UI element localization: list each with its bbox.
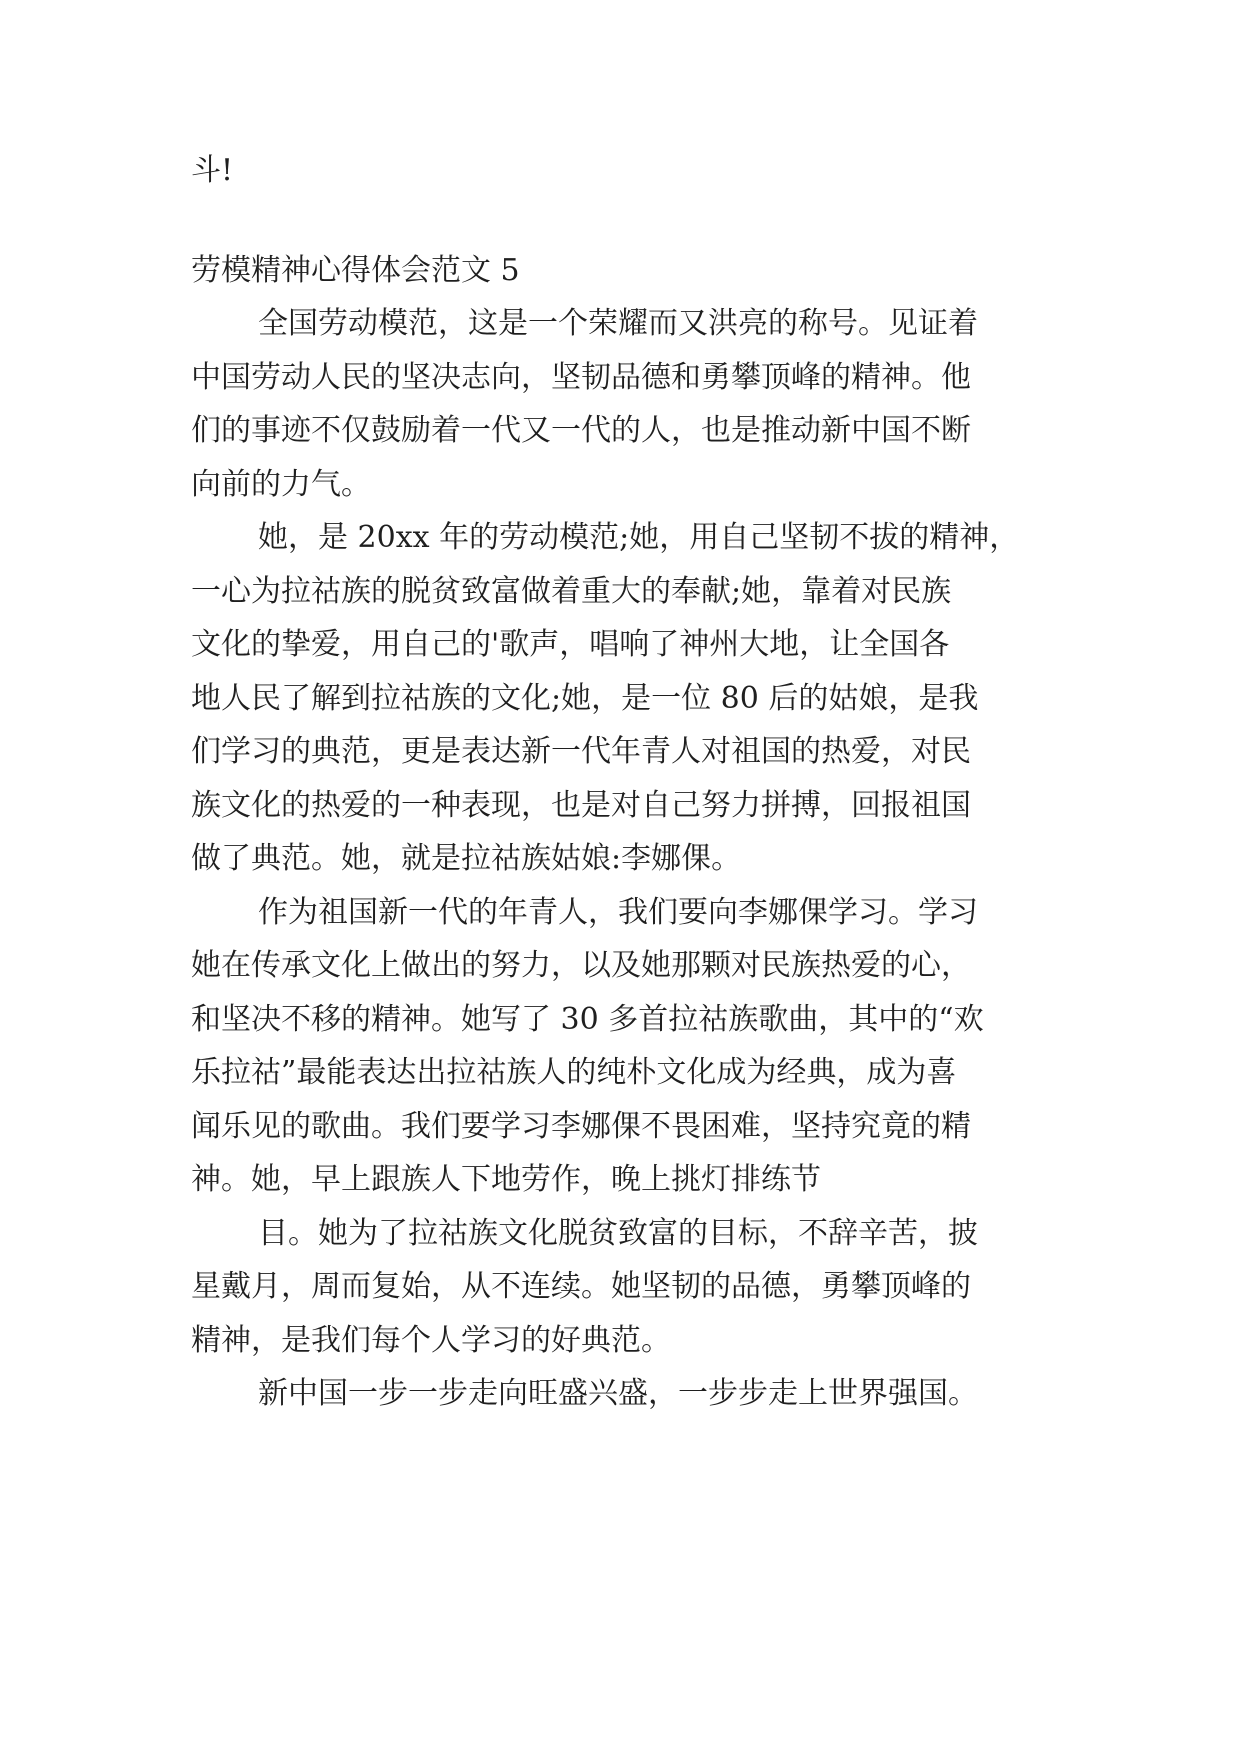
paragraph-2-line-6: 族文化的热爱的一种表现，也是对自己努力拼搏，回报祖国: [191, 788, 971, 823]
section-heading: 劳模精神心得体会范文 5: [191, 253, 520, 288]
paragraph-2-line-3: 文化的挚爱，用自己的'歌声，唱响了神州大地，让全国各: [191, 627, 950, 662]
paragraph-3-line-5: 闻乐见的歌曲。我们要学习李娜倮不畏困难，坚持究竟的精: [191, 1109, 971, 1144]
paragraph-2-line-1: 她，是 20xx 年的劳动模范;她，用自己坚韧不拔的精神，: [258, 520, 1020, 555]
paragraph-3-line-2: 她在传承文化上做出的努力，以及她那颗对民族热爱的心，: [191, 948, 971, 983]
text-line-fragment: 斗!: [191, 153, 234, 188]
paragraph-2-line-7: 做了典范。她，就是拉祜族姑娘:李娜倮。: [191, 841, 742, 876]
paragraph-4-line-3: 精神，是我们每个人学习的好典范。: [191, 1323, 671, 1358]
paragraph-1-line-3: 们的事迹不仅鼓励着一代又一代的人，也是推动新中国不断: [191, 413, 971, 448]
paragraph-2-line-2: 一心为拉祜族的脱贫致富做着重大的奉献;她，靠着对民族: [191, 574, 952, 609]
paragraph-3-line-6: 神。她，早上跟族人下地劳作，晚上挑灯排练节: [191, 1162, 821, 1197]
paragraph-5-line-1: 新中国一步一步走向旺盛兴盛，一步步走上世界强国。: [258, 1376, 978, 1411]
paragraph-3-line-3: 和坚决不移的精神。她写了 30 多首拉祜族歌曲，其中的“欢: [191, 1002, 984, 1037]
paragraph-1-line-2: 中国劳动人民的坚决志向，坚韧品德和勇攀顶峰的精神。他: [191, 360, 971, 395]
paragraph-1-line-1: 全国劳动模范，这是一个荣耀而又洪亮的称号。见证着: [258, 306, 978, 341]
paragraph-4-line-1: 目。她为了拉祜族文化脱贫致富的目标，不辞辛苦，披: [258, 1216, 978, 1251]
paragraph-2-line-4: 地人民了解到拉祜族的文化;她，是一位 80 后的姑娘，是我: [191, 681, 979, 716]
paragraph-3-line-1: 作为祖国新一代的年青人，我们要向李娜倮学习。学习: [258, 895, 978, 930]
paragraph-1-line-4: 向前的力气。: [191, 467, 371, 502]
paragraph-3-line-4: 乐拉祜”最能表达出拉祜族人的纯朴文化成为经典，成为喜: [191, 1055, 957, 1090]
paragraph-2-line-5: 们学习的典范，更是表达新一代年青人对祖国的热爱，对民: [191, 734, 971, 769]
paragraph-4-line-2: 星戴月，周而复始，从不连续。她坚韧的品德，勇攀顶峰的: [191, 1269, 971, 1304]
